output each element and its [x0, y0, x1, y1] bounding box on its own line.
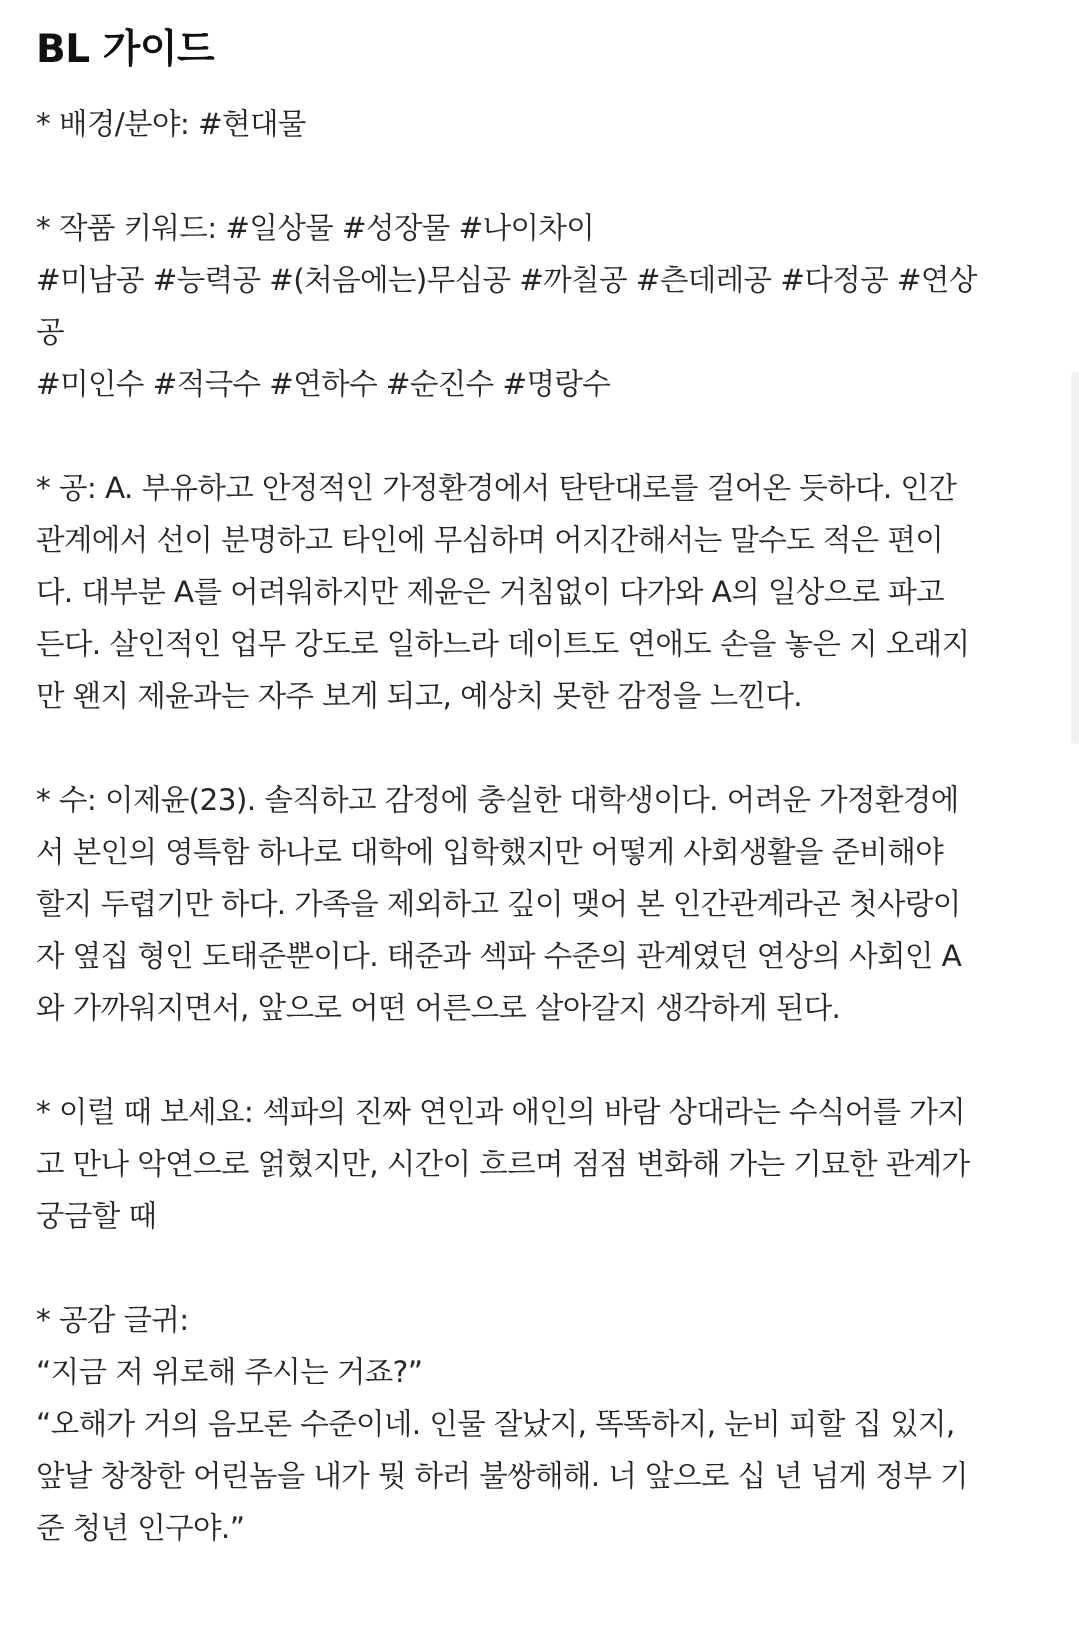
text-line: 다. 대부분 A를 어려워하지만 제윤은 거침없이 다가와 A의 일상으로 파고 — [36, 575, 945, 609]
text-line: 공 — [36, 315, 64, 349]
text-line: #미인수 #적극수 #연하수 #순진수 #명랑수 — [36, 367, 611, 401]
text-line: 궁금할 때 — [36, 1199, 157, 1233]
blank-line — [36, 410, 1036, 462]
text-line: 관계에서 선이 분명하고 타인에 무심하며 어지간해서는 말수도 적은 편이 — [36, 523, 944, 557]
text-line: * 배경/분야: #현대물 — [36, 107, 306, 141]
page-title: BL 가이드 — [36, 27, 215, 72]
text-line: * 공감 글귀: — [36, 1303, 189, 1337]
text-line: * 작품 키워드: #일상물 #성장물 #나이차이 — [36, 211, 595, 245]
text-line: 만 왠지 제윤과는 자주 보게 되고, 예상치 못한 감정을 느낀다. — [36, 679, 803, 713]
text-line: 든다. 살인적인 업무 강도로 일하느라 데이트도 연애도 손을 놓은 지 오래지 — [36, 627, 970, 661]
text-line: 고 만나 악연으로 얽혔지만, 시간이 흐르며 점점 변화해 가는 기묘한 관계가 — [36, 1147, 970, 1181]
guide-content — [36, 98, 1036, 1554]
text-line: #미남공 #능력공 #(처음에는)무심공 #까칠공 #츤데레공 #다정공 #연상 — [36, 263, 977, 297]
text-line: “오해가 거의 음모론 수준이네. 인물 잘났지, 똑똑하지, 눈비 피할 집 있지, — [36, 1407, 955, 1441]
blank-line — [36, 150, 1036, 202]
blank-line — [36, 722, 1036, 774]
text-line: * 공: A. 부유하고 안정적인 가정환경에서 탄탄대로를 걸어온 듯하다. 인간 — [36, 471, 957, 505]
blank-line — [36, 1242, 1036, 1294]
text-line: * 수: 이제윤(23). 솔직하고 감정에 충실한 대학생이다. 어려운 가정환경에 — [36, 783, 959, 817]
text-line: * 이럴 때 보세요: 섹파의 진짜 연인과 애인의 바람 상대라는 수식어를 가지 — [36, 1095, 966, 1129]
text-line: 할지 두렵기만 하다. 가족을 제외하고 깊이 맺어 본 인간관계라곤 첫사랑이 — [36, 887, 961, 921]
text-line: 준 청년 인구야.” — [36, 1511, 245, 1545]
text-line: 앞날 창창한 어린놈을 내가 뭣 하러 불쌍해해. 너 앞으로 십 년 넘게 정부 기 — [36, 1459, 968, 1493]
text-line: 자 옆집 형인 도태준뿐이다. 태준과 섹파 수준의 관계였던 연상의 사회인 A — [36, 939, 962, 973]
document-body — [36, 22, 1036, 1554]
text-line: “지금 저 위로해 주시는 거죠?” — [36, 1355, 423, 1389]
scrollbar[interactable] — [1071, 372, 1079, 744]
blank-line — [36, 1034, 1036, 1086]
text-line: 서 본인의 영특함 하나로 대학에 입학했지만 어떻게 사회생활을 준비해야 — [36, 835, 944, 869]
text-line: 와 가까워지면서, 앞으로 어떤 어른으로 살아갈지 생각하게 된다. — [36, 991, 841, 1025]
